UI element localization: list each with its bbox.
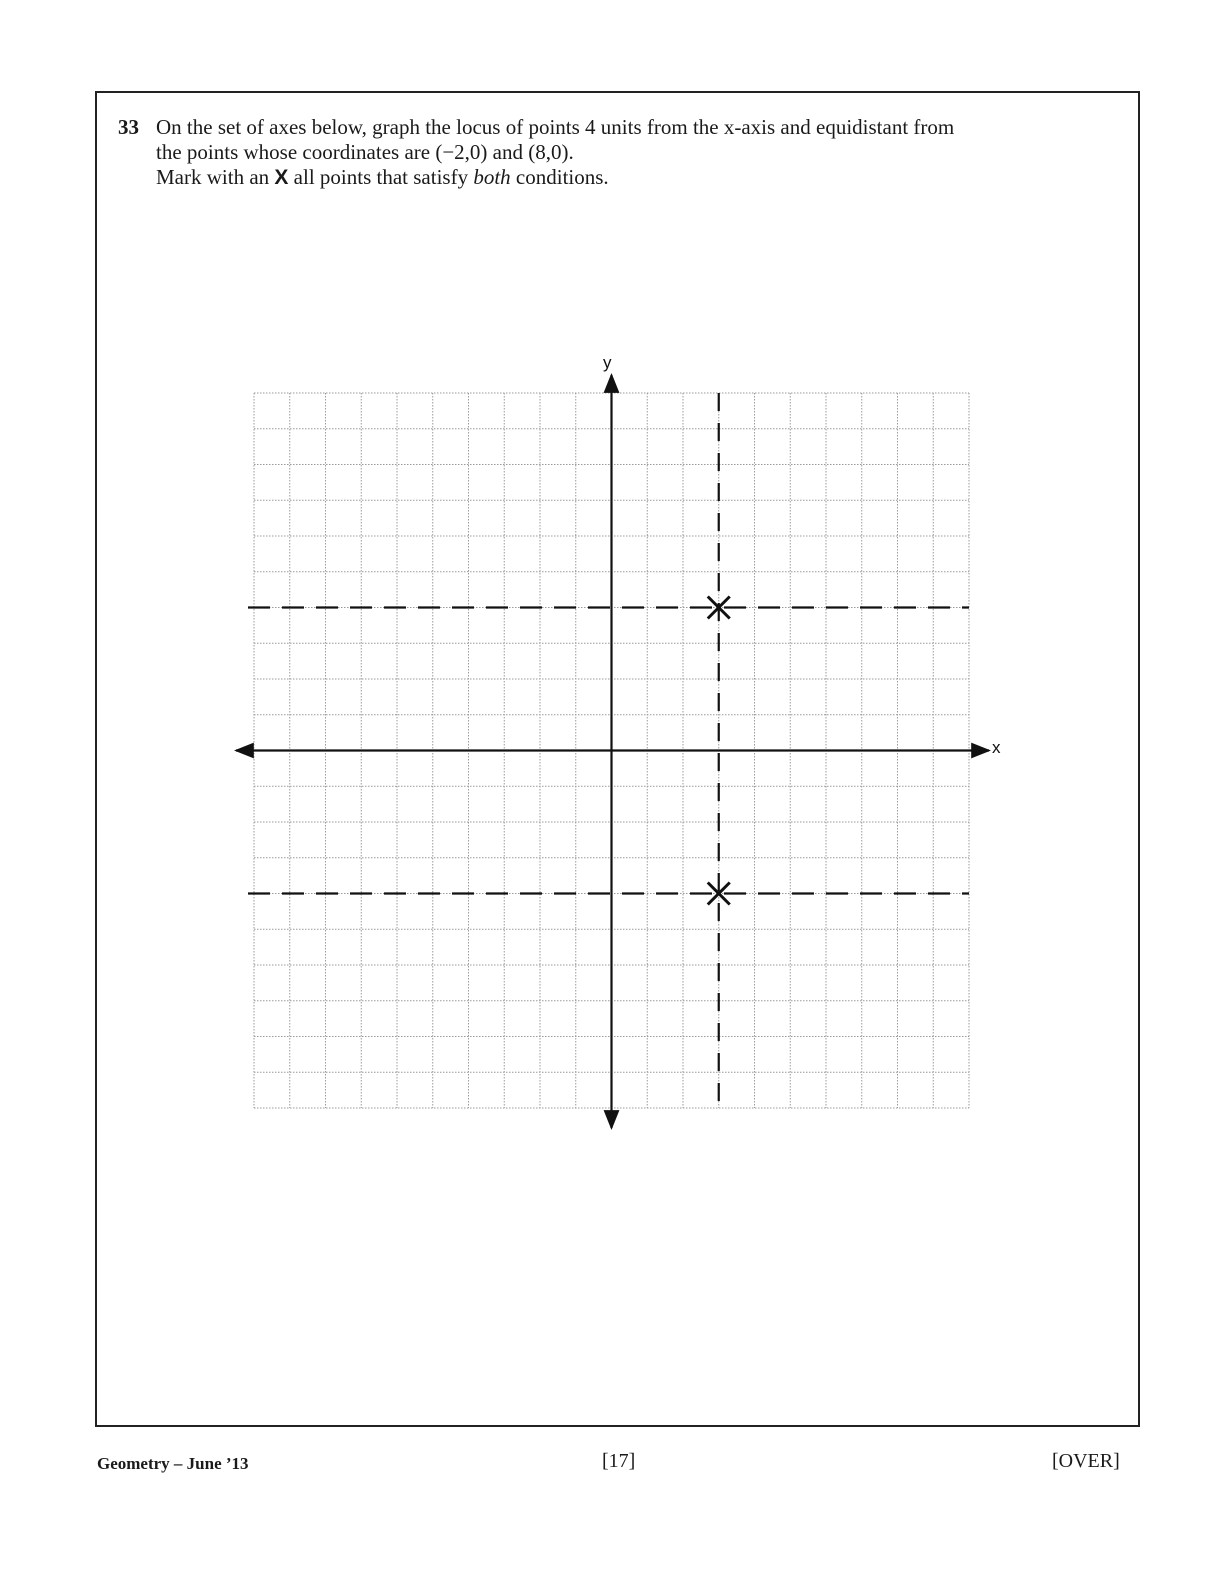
- x-marker-symbol: X: [274, 166, 289, 189]
- footer-over: [OVER]: [1052, 1450, 1120, 1472]
- y-axis-label: y: [603, 353, 612, 372]
- axes: [236, 375, 989, 1128]
- instruction-end: conditions.: [510, 165, 609, 189]
- x-axis-label: x: [992, 738, 1001, 757]
- instruction-middle: all points that satisfy: [288, 165, 474, 189]
- instruction-emphasis: both: [473, 165, 511, 189]
- question-prompt-line-1: On the set of axes below, graph the locus of points 4 units from the x-axis and equidistant from: [156, 115, 955, 139]
- footer-exam-title: Geometry – June ’13: [97, 1454, 249, 1473]
- question-number: 33: [118, 115, 139, 139]
- footer-page-number: [17]: [602, 1450, 636, 1472]
- instruction-start: Mark with an: [156, 165, 275, 189]
- question-line-2: the points whose coordinates are (−2,0) and (8,0).: [156, 140, 574, 164]
